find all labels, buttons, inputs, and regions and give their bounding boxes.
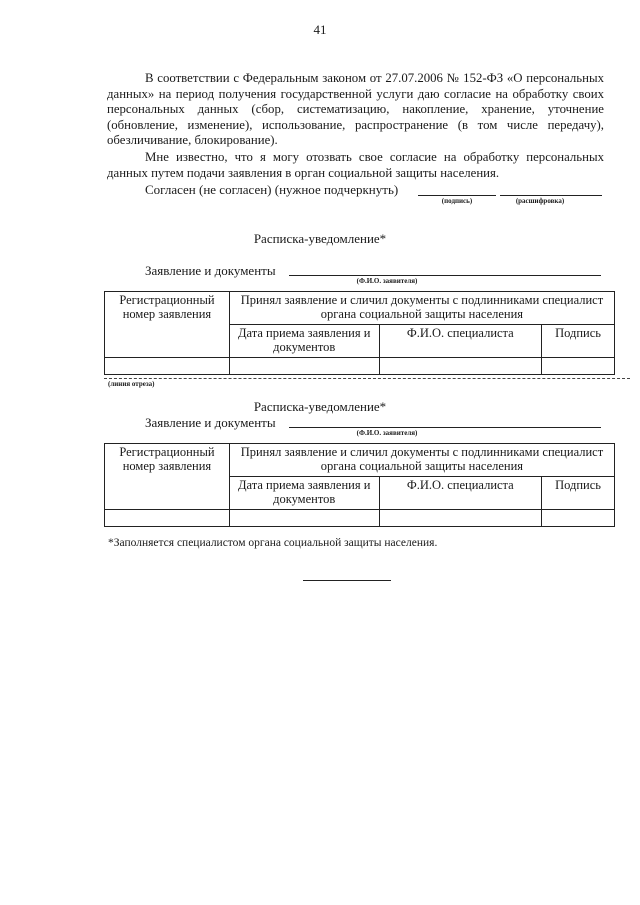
receipt-1-docs-label: Заявление и документы	[145, 263, 276, 278]
receipt-2-applicant-caption: (Ф.И.О. заявителя)	[356, 429, 418, 437]
date-header: Дата приема заявления и документов	[229, 477, 379, 510]
date-cell[interactable]	[229, 358, 379, 375]
decryption-caption: (расшифровка)	[515, 197, 565, 205]
receipt-2-applicant-line[interactable]	[289, 427, 601, 428]
signature-caption: (подпись)	[441, 197, 473, 205]
cut-line	[104, 378, 630, 379]
receipt-1-table	[104, 291, 615, 375]
receipt-2-table	[104, 443, 615, 527]
accepted-header: Принял заявление и сличил документы с подлинниками специалист органа социальной защиты населения	[229, 292, 614, 325]
receipt-2-title: Расписка-уведомление*	[253, 399, 387, 414]
fio-header: Ф.И.О. специалиста	[379, 325, 542, 358]
receipt-1-applicant-line[interactable]	[289, 275, 601, 276]
receipt-1-title: Расписка-уведомление*	[253, 231, 387, 246]
date-cell[interactable]	[229, 510, 379, 527]
date-header: Дата приема заявления и документов	[229, 325, 379, 358]
decryption-line[interactable]	[500, 195, 602, 196]
agree-label: Согласен (не согласен) (нужное подчеркнуть)	[145, 182, 399, 197]
receipt-1-applicant-caption: (Ф.И.О. заявителя)	[356, 277, 418, 285]
page-number: 41	[313, 22, 327, 37]
receipt-2-docs-label: Заявление и документы	[145, 415, 276, 430]
fio-cell[interactable]	[379, 358, 542, 375]
signature-line[interactable]	[418, 195, 496, 196]
consent-paragraph-2: Мне известно, что я могу отозвать свое согласие на обработку персональных данных путем подачи заявления в орган социальной защиты населения.	[107, 150, 604, 180]
footnote: *Заполняется специалистом органа социальной защиты населения.	[108, 537, 438, 549]
consent-paragraph-1: В соответствии с Федеральным законом от 27.07.2006 № 152-ФЗ «О персональных данных» на период получения государственной услуги даю согласие на обработку своих персональных данных (сбор, систематизацию, накопление, хранение, уточнение (обновление, изменение), использование, распространение (в том числе передачу), обезличивание, блокирование).	[107, 71, 604, 148]
accepted-header: Принял заявление и сличил документы с подлинниками специалист органа социальной защиты населения	[229, 444, 614, 477]
reg-number-header: Регистрационный номер заявления	[105, 292, 230, 358]
fio-header: Ф.И.О. специалиста	[379, 477, 542, 510]
signature-cell[interactable]	[542, 358, 615, 375]
signature-header: Подпись	[542, 477, 615, 510]
signature-cell[interactable]	[542, 510, 615, 527]
fio-cell[interactable]	[379, 510, 542, 527]
reg-number-cell[interactable]	[105, 510, 230, 527]
end-separator	[303, 580, 391, 581]
signature-header: Подпись	[542, 325, 615, 358]
cut-line-caption: (линия отреза)	[108, 380, 155, 388]
reg-number-header: Регистрационный номер заявления	[105, 444, 230, 510]
reg-number-cell[interactable]	[105, 358, 230, 375]
